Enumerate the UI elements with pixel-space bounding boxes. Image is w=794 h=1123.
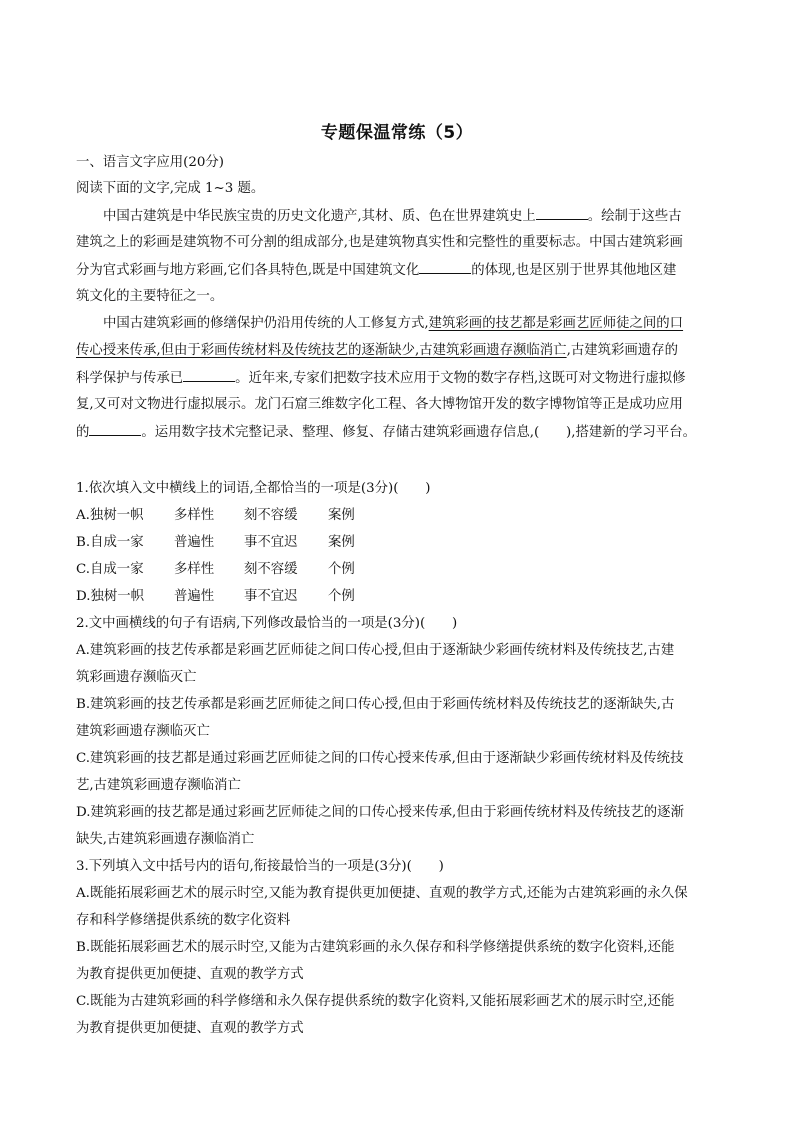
question-1-stem: 1.依次填入文中横线上的词语,全都恰当的一项是(3分)( ) — [76, 481, 431, 496]
section-heading: 一、语言文字应用(20分) — [76, 155, 225, 170]
question-1-option-a: A.独树一帜 多样性 刻不容缓 案例 — [76, 508, 355, 523]
question-2-option-b: B.建筑彩画的技艺传承都是彩画艺匠师徒之间口传心授,但由于彩画传统材料及传统技艺的逐渐缺失,古 — [76, 697, 675, 712]
fill-blank-1 — [536, 207, 588, 220]
question-3-option-c-cont: 为教育提供更加便捷、直观的教学方式 — [76, 1021, 304, 1036]
question-2-option-c-cont: 艺,古建筑彩画遗存濒临消亡 — [76, 778, 241, 793]
question-3-option-b: B.既能拓展彩画艺术的展示时空,又能为古建筑彩画的永久保存和科学修缮提供系统的数字化资料,还能 — [76, 940, 675, 955]
question-3-option-a-cont: 存和科学修缮提供系统的数字化资料 — [76, 913, 291, 928]
underlined-sentence-part-2: 传心授来传承,但由于彩画传统材料及传统技艺的逐渐缺少,古建筑彩画遗存濒临消亡 — [76, 343, 567, 358]
question-2-option-a: A.建筑彩画的技艺传承都是彩画艺匠师徒之间口传心授,但由于逐渐缺少彩画传统材料及传统技艺,古建 — [76, 643, 675, 658]
question-2-option-d: D.建筑彩画的技艺都是通过彩画艺匠师徒之间的口传心授来传承,但由于彩画传统材料及传统技艺的逐渐 — [76, 805, 684, 820]
question-1-option-d: D.独树一帜 普遍性 事不宜迟 个例 — [76, 589, 355, 604]
question-3-option-b-cont: 为教育提供更加便捷、直观的教学方式 — [76, 967, 304, 982]
instruction: 阅读下面的文字,完成 1~3 题。 — [76, 181, 265, 196]
question-1-option-b: B.自成一家 普遍性 事不宜迟 案例 — [76, 535, 355, 550]
passage-p1-line-1: 中国古建筑是中华民族宝贵的历史文化遗产,其材、质、色在世界建筑史上 。绘制于这些古 — [103, 209, 682, 224]
passage-p2-line-2: 传心授来传承,但由于彩画传统材料及传统技艺的逐渐缺少,古建筑彩画遗存濒临消亡,古建筑彩画遗存的 — [76, 343, 678, 358]
question-2-option-d-cont: 缺失,古建筑彩画遗存濒临消亡 — [76, 832, 255, 847]
question-3-stem: 3.下列填入文中括号内的语句,衔接最恰当的一项是(3分)( ) — [76, 859, 444, 874]
passage-p2-line-5: 的 。运用数字技术完整记录、整理、修复、存储古建筑彩画遗存信息,( ),搭建新的学习平台。 — [76, 425, 696, 440]
fill-blank-2 — [419, 261, 471, 274]
question-2-option-b-cont: 建筑彩画遗存濒临灭亡 — [76, 724, 210, 739]
passage-p2-line-3: 科学保护与传承已 。近年来,专家们把数字技术应用于文物的数字存档,这既可对文物进行虚拟修 — [76, 371, 686, 386]
question-2-stem: 2.文中画横线的句子有语病,下列修改最恰当的一项是(3分)( ) — [76, 616, 458, 631]
page-title: 专题保温常练（5） — [320, 123, 474, 143]
passage-p1-line-4: 筑文化的主要特征之一。 — [76, 289, 224, 304]
fill-blank-3 — [183, 369, 235, 382]
question-3-option-a: A.既能拓展彩画艺术的展示时空,又能为教育提供更加便捷、直观的教学方式,还能为古建筑彩画的永久保 — [76, 886, 688, 901]
question-2-option-c: C.建筑彩画的技艺都是通过彩画艺匠师徒之间的口传心授来传承,但由于逐渐缺少彩画传统材料及传统技 — [76, 751, 684, 766]
underlined-sentence-part-1: 建筑彩画的技艺都是彩画艺匠师徒之间的口 — [428, 316, 684, 331]
passage-p1-line-2: 建筑之上的彩画是建筑物不可分割的组成部分,也是建筑物真实性和完整性的重要标志。中国古建筑彩画 — [76, 235, 683, 250]
question-2-option-a-cont: 筑彩画遗存濒临灭亡 — [76, 670, 197, 685]
question-1-option-c: C.自成一家 多样性 刻不容缓 个例 — [76, 562, 355, 577]
question-3-option-c: C.既能为古建筑彩画的科学修缮和永久保存提供系统的数字化资料,又能拓展彩画艺术的展示时空,还能 — [76, 994, 675, 1009]
passage-p2-line-1: 中国古建筑彩画的修缮保护仍沿用传统的人工修复方式,建筑彩画的技艺都是彩画艺匠师徒之间的口 — [103, 316, 684, 331]
passage-p1-line-3: 分为官式彩画与地方彩画,它们各具特色,既是中国建筑文化 的体现,也是区别于世界其他地区建 — [76, 263, 677, 278]
fill-blank-4 — [89, 423, 141, 436]
passage-p2-line-4: 复,又可对文物进行虚拟展示。龙门石窟三维数字化工程、各大博物馆开发的数字博物馆等正是成功应用 — [76, 397, 683, 412]
